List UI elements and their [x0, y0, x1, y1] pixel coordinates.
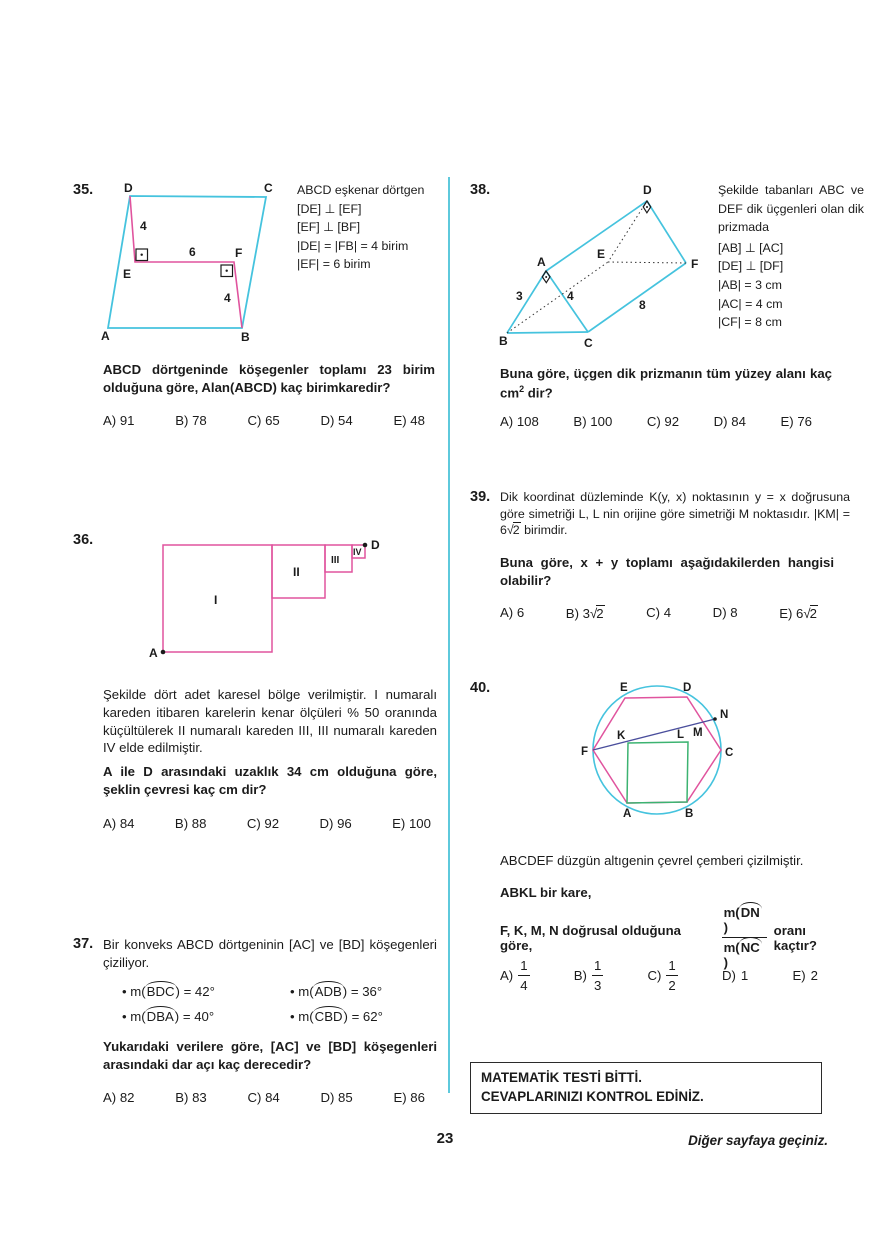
square-I [163, 545, 272, 652]
point-N-dot [713, 717, 717, 721]
q39-number: 39. [470, 489, 491, 505]
option-a: A) 6 [500, 605, 525, 620]
option-d: D) 96 [319, 816, 352, 831]
point-label-D: D [371, 538, 380, 552]
right-angle-dot-A [545, 276, 547, 278]
frac-arc: NC [740, 940, 760, 955]
q37-number: 37. [73, 936, 94, 952]
vertex-label-C: C [264, 181, 273, 195]
frac-den: 4 [518, 975, 529, 993]
column-divider [448, 177, 450, 1093]
bullet-post: ) = 40° [174, 1009, 215, 1024]
vertex-label-D: D [124, 181, 133, 195]
bullet-post: ) = 42° [175, 984, 215, 999]
q35-number: 35. [73, 182, 94, 198]
option-a: A) 84 [103, 816, 135, 831]
q36-figure-squares [140, 534, 390, 669]
given-line: [AB] ⊥ [AC] [718, 240, 784, 255]
frac-arc: DN [740, 905, 760, 920]
measure-AB: 3 [516, 289, 523, 303]
point-label-N: N [720, 709, 729, 721]
option-b: B) 88 [174, 816, 207, 831]
bullet-pre: • m( [290, 984, 314, 999]
bullet-pre: • m( [290, 1009, 314, 1024]
sqrt-sign: √ [506, 523, 513, 538]
given-paragraph: Şekilde tabanları ABC ve DEF dik üçgenleri olan dik prizmada [718, 183, 864, 235]
frac-num: 1 [520, 958, 528, 973]
q36-body: Şekilde dört adet karesel bölge verilmiştir. I numaralı kareden itibaren karelerin kenar ölçüleri % 50 oranında küçültülerek II numaralı kareden III, III numaralı kareden IV elde edilmiştir. [103, 687, 437, 756]
frac-text: ) [723, 955, 728, 970]
hexagon-ABCDEF [593, 697, 721, 803]
right-angle-dot-F [226, 270, 228, 272]
option-c: C) 65 [247, 413, 280, 428]
prompt-text: dir? [524, 385, 553, 401]
given-line: |AB| = 3 cm [718, 278, 782, 293]
q37-bullet-3 [290, 984, 382, 999]
circumscribed-circle [593, 686, 721, 814]
q37-bullet-2 [122, 1009, 214, 1024]
q37-prompt: Yukarıdaki verilere göre, [AC] ve [BD] köşegenleri arasındaki dar açı kaç derecedir? [103, 1039, 437, 1073]
option-a: A) 108 [500, 414, 539, 429]
right-angle-dot-D [646, 206, 648, 208]
given-line: [DE] ⊥ [DF] [718, 259, 784, 274]
given-line: |AC| = 4 cm [718, 296, 783, 311]
page-number: 23 [436, 1130, 454, 1147]
option-e: E) 100 [392, 816, 431, 831]
bullet-pre: • m( [122, 984, 146, 999]
q36-number: 36. [73, 532, 94, 548]
option-text: B) 3 [565, 606, 590, 621]
option-d: D) 84 [713, 414, 746, 429]
option-fraction [592, 958, 603, 993]
given-line: ABCD eşkenar dörtgen [297, 183, 425, 197]
measure-AC: 4 [567, 289, 574, 303]
point-label-K: K [617, 730, 626, 742]
sqrt-value: 2 [512, 523, 520, 538]
point-A-dot [161, 650, 166, 655]
option-text: E) 6 [779, 606, 804, 621]
option-c: C) 4 [646, 605, 672, 620]
q38-options [500, 414, 812, 429]
vertex-label-F: F [235, 246, 243, 260]
edge-BA [507, 271, 546, 333]
vertex-label-D: D [643, 183, 652, 197]
q35-options [103, 413, 425, 428]
q40-options [500, 958, 818, 993]
next-page-note: Diğer sayfaya geçiniz. [688, 1133, 828, 1148]
option-d: D) 8 [712, 605, 738, 620]
q39-prompt: Buna göre, x + y toplamı aşağıdakilerden hangisi olabilir? [500, 555, 834, 589]
edge-DE-hidden [608, 201, 647, 262]
measure-FB: 4 [224, 291, 231, 305]
bullet-arc: ADB [314, 984, 342, 999]
q40-number: 40. [470, 680, 491, 696]
option-fraction [666, 958, 677, 993]
q40-line2: ABKL bir kare, [500, 885, 592, 900]
square-label-II: II [293, 565, 300, 579]
vertex-label-C: C [584, 336, 593, 350]
given-line: [EF] ⊥ [BF] [297, 220, 361, 235]
frac-num: 1 [668, 958, 676, 973]
q38-number: 38. [470, 182, 491, 198]
bullet-arc: CBD [314, 1009, 343, 1024]
vertex-label-A: A [623, 808, 632, 820]
sqrt-value: 2 [809, 606, 817, 621]
fraction-numerator [722, 905, 767, 937]
vertex-label-B: B [685, 808, 694, 820]
option-a: A) 91 [103, 413, 135, 428]
option-b: B) 83 [175, 1090, 207, 1105]
vertex-label-F: F [581, 746, 589, 758]
q40-line1: ABCDEF düzgün altıgenin çevrel çemberi çizilmiştir. [500, 853, 804, 868]
option-d: D) 85 [320, 1090, 353, 1105]
option-e: E) 76 [780, 414, 812, 429]
option-b: B) 78 [175, 413, 207, 428]
vertex-label-F: F [691, 257, 699, 271]
inner-path-DEFB [130, 196, 242, 328]
square-ABLK [627, 742, 688, 803]
sqrt-sign: √ [589, 606, 597, 621]
q37-body: Bir konveks ABCD dörtgeninin [AC] ve [BD] köşegenleri çiziliyor. [103, 937, 437, 970]
given-line: [DE] ⊥ [EF] [297, 201, 362, 216]
option-a: A) 82 [103, 1090, 135, 1105]
option-letter: B) [573, 968, 587, 983]
option-d [722, 968, 748, 983]
bullet-arc: BDC [146, 984, 175, 999]
bullet-post: ) = 62° [343, 1009, 383, 1024]
option-letter: D) [721, 968, 736, 983]
frac-num: 1 [593, 958, 602, 973]
edge-EF-hidden [608, 262, 686, 263]
option-a [500, 958, 530, 993]
option-fraction [518, 958, 529, 993]
body-text: Dik koordinat düzleminde K(y, x) noktasının y = x doğrusuna göre simetriği L, L nin orijine göre simetriği M noktasıdır. |KM| = 6 [500, 490, 850, 538]
q35-figure-rhombus [96, 180, 321, 342]
frac-den: 3 [592, 975, 603, 993]
q37-bullet-1 [122, 984, 215, 999]
prompt-text: oranı kaçtır? [773, 922, 817, 953]
end-box-line1: MATEMATİK TESTİ BİTTİ. [481, 1070, 642, 1085]
vertex-label-A: A [537, 255, 546, 269]
given-line: |EF| = 6 birim [297, 257, 371, 272]
edge-CF [588, 263, 686, 332]
square-label-I: I [214, 593, 218, 607]
sqrt-sign: √ [803, 606, 810, 621]
bullet-arc: DBA [146, 1009, 174, 1024]
edge-DF [647, 201, 686, 263]
measure-EF: 6 [189, 245, 196, 259]
q38-given-block [718, 181, 864, 332]
given-line: |DE| = |FB| = 4 birim [297, 238, 409, 253]
frac-text: m( [723, 940, 740, 955]
point-label-L: L [677, 729, 685, 741]
frac-den: 2 [666, 975, 677, 993]
option-b [574, 958, 604, 993]
body-text: birimdir. [520, 523, 568, 538]
frac-text: ) [723, 920, 728, 935]
option-e [792, 968, 818, 983]
q36-prompt: A ile D arasındaki uzaklık 34 cm olduğuna göre, şeklin çevresi kaç cm dir? [103, 764, 437, 798]
q37-options [103, 1090, 425, 1105]
option-e [779, 605, 818, 621]
vertex-label-E: E [620, 682, 628, 694]
measure-CF: 8 [639, 298, 646, 312]
vertex-label-A: A [101, 329, 110, 342]
option-letter: A) [500, 968, 514, 983]
measure-DE: 4 [140, 219, 147, 233]
bullet-post: ) = 36° [342, 984, 383, 999]
q37-bullet-4 [290, 1009, 383, 1024]
option-letter: E) [792, 968, 806, 983]
option-c: C) 84 [247, 1090, 280, 1105]
q35-prompt: ABCD dörtgeninde köşegenler toplamı 23 birim olduğuna göre, Alan(ABCD) kaç birimkaredir? [103, 362, 435, 396]
option-value: 2 [810, 968, 818, 983]
option-c [648, 958, 678, 993]
option-c: C) 92 [646, 414, 680, 429]
radical [507, 523, 521, 537]
option-b [566, 605, 605, 621]
square-label-IV: IV [353, 547, 362, 557]
q38-figure-prism [497, 181, 702, 353]
option-e: E) 48 [393, 413, 425, 428]
option-d: D) 54 [320, 413, 353, 428]
option-c: C) 92 [246, 816, 280, 831]
prompt-text: F, K, M, N doğrusal olduğuna göre, [500, 922, 681, 953]
vertex-label-D: D [683, 682, 692, 694]
sqrt-value: 2 [596, 606, 604, 621]
vertex-label-B: B [241, 330, 250, 342]
q38-prompt [500, 365, 832, 403]
option-letter: C) [647, 968, 662, 983]
vertex-label-C: C [725, 747, 734, 759]
q39-options [500, 605, 818, 621]
option-b: B) 100 [573, 414, 613, 429]
frac-text: m( [723, 905, 740, 920]
q36-options [103, 816, 431, 831]
point-label-A: A [149, 646, 158, 660]
vertex-label-E: E [597, 247, 606, 261]
q39-body [500, 489, 850, 539]
radical [803, 606, 818, 621]
right-angle-dot-E [141, 254, 143, 256]
bullet-pre: • m( [122, 1009, 146, 1024]
end-box-line2: CEVAPLARINIZI KONTROL EDİNİZ. [481, 1089, 704, 1105]
prompt-superscript: 2 [519, 384, 525, 395]
q35-given-block [297, 181, 437, 274]
point-label-M: M [693, 727, 703, 739]
option-value: 1 [740, 968, 749, 983]
prompt-text: Buna göre, üçgen dik prizmanın tüm yüzey alanı kaç cm [500, 366, 832, 401]
end-of-test-box [470, 1062, 822, 1114]
point-D-dot [363, 543, 368, 548]
vertex-label-B: B [499, 334, 508, 348]
vertex-label-E: E [123, 267, 132, 281]
radical [590, 606, 605, 621]
option-e: E) 86 [393, 1090, 425, 1105]
q40-figure-circle-hexagon [572, 678, 757, 830]
square-label-III: III [331, 555, 340, 566]
edge-BC [507, 332, 588, 333]
given-line: |CF| = 8 cm [718, 315, 782, 330]
